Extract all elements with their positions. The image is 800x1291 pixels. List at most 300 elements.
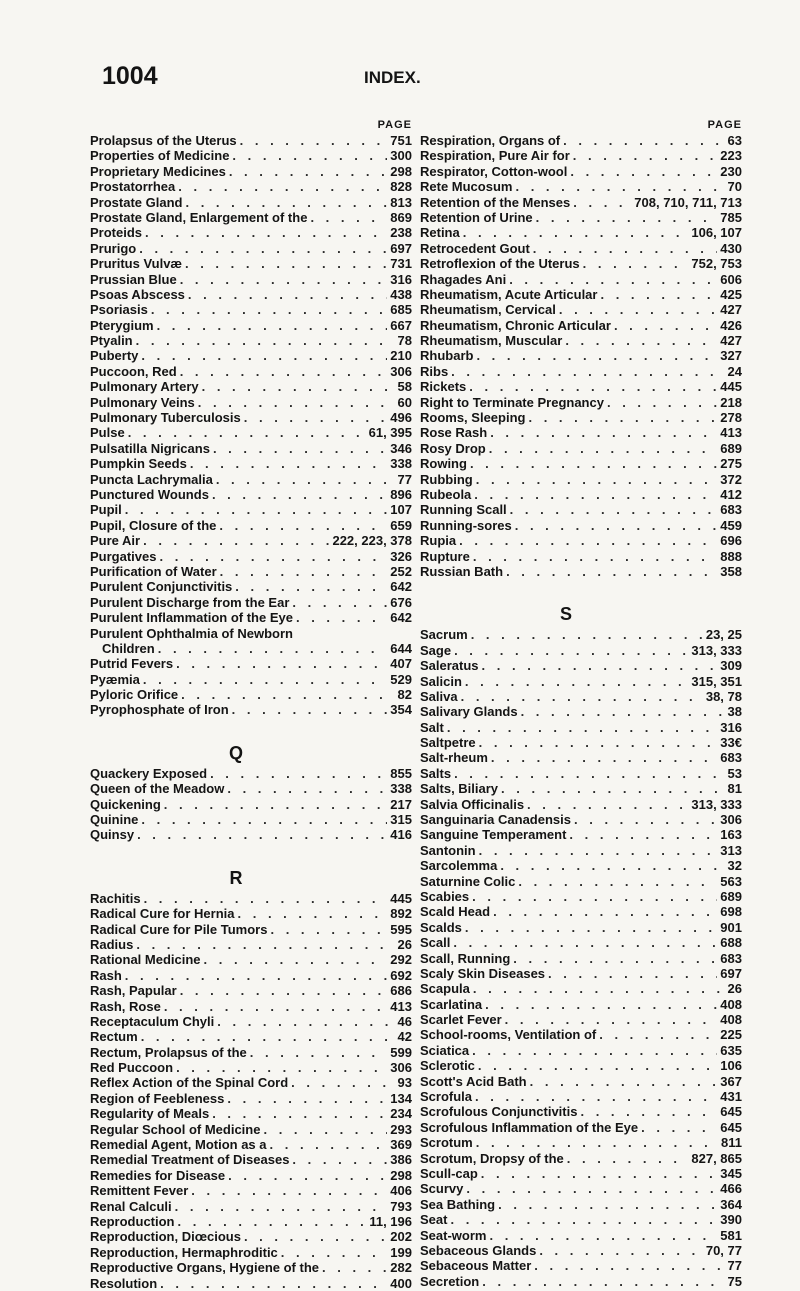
index-term: Radius — [90, 936, 134, 952]
index-pages: 42 — [397, 1029, 412, 1045]
index-term: Pulsatilla Nigricans — [90, 440, 210, 456]
index-pages: 53 — [727, 765, 742, 781]
dot-leader — [213, 441, 387, 456]
index-entry — [420, 395, 742, 410]
index-entry — [420, 1258, 742, 1273]
index-pages: 599 — [390, 1044, 412, 1060]
index-term: Rickets — [420, 379, 467, 395]
index-pages: 445 — [720, 379, 742, 395]
dot-leader — [489, 1228, 717, 1243]
dot-leader — [212, 1106, 387, 1121]
index-pages: 412 — [720, 486, 742, 502]
dot-leader — [485, 997, 717, 1012]
dot-leader — [528, 410, 717, 425]
index-entry — [90, 333, 412, 348]
index-term: Rash, Rose — [90, 998, 161, 1014]
index-entry — [420, 318, 742, 333]
index-pages: 26 — [397, 936, 412, 952]
index-pages: 689 — [720, 888, 742, 904]
index-pages: 225 — [720, 1027, 742, 1043]
dot-leader — [244, 410, 388, 425]
dot-leader — [476, 1135, 718, 1150]
index-pages: 70, 77 — [705, 1242, 742, 1258]
dot-leader — [160, 1276, 387, 1291]
index-entry — [90, 148, 412, 163]
dot-leader — [461, 689, 703, 704]
dot-leader — [176, 1060, 387, 1075]
index-entry — [420, 241, 742, 256]
index-term: Quickening — [90, 796, 161, 812]
index-entry — [90, 641, 412, 656]
index-pages: 496 — [390, 410, 412, 426]
dot-leader — [481, 1166, 718, 1181]
dot-leader — [599, 1027, 717, 1042]
dot-leader — [204, 952, 388, 967]
index-pages: 635 — [720, 1042, 742, 1058]
index-pages: 338 — [390, 781, 412, 797]
index-term: Retina — [420, 225, 460, 241]
dot-leader — [521, 704, 725, 719]
index-term: Puncta Lachrymalia — [90, 471, 213, 487]
index-term: Quinsy — [90, 827, 135, 843]
dot-leader — [534, 1258, 724, 1273]
index-term: Puberty — [90, 348, 139, 364]
index-entry — [90, 797, 412, 812]
index-entry — [90, 410, 412, 425]
index-pages: 408 — [720, 996, 742, 1012]
index-pages: 676 — [390, 594, 412, 610]
dot-leader — [292, 595, 387, 610]
index-term: Rupture — [420, 548, 470, 564]
dot-leader — [536, 210, 718, 225]
index-pages: 827, 865 — [691, 1150, 742, 1166]
dot-leader — [563, 133, 724, 148]
index-entry — [420, 827, 742, 842]
index-term: Retrocedent Gout — [420, 240, 530, 256]
dot-leader — [476, 472, 718, 487]
dot-leader — [291, 1075, 394, 1090]
index-term: Rete Mucosum — [420, 179, 513, 195]
index-pages: 63 — [727, 133, 742, 148]
dot-leader — [479, 843, 718, 858]
index-entry — [90, 595, 412, 610]
index-term: Rose Rash — [420, 425, 488, 441]
index-entry — [420, 364, 742, 379]
index-entry — [420, 148, 742, 163]
index-entry — [420, 287, 742, 302]
index-entry — [420, 133, 742, 148]
index-pages: 93 — [397, 1075, 412, 1091]
dot-leader — [232, 702, 388, 717]
dot-leader — [180, 272, 388, 287]
index-entry — [90, 1045, 412, 1060]
index-pages: 309 — [720, 658, 742, 674]
index-pages: 77 — [397, 471, 412, 487]
index-term: Rheumatism, Muscular — [420, 333, 563, 349]
dot-leader — [565, 333, 717, 348]
dot-leader — [451, 364, 724, 379]
dot-leader — [574, 812, 717, 827]
index-pages: 306 — [720, 812, 742, 828]
dot-leader — [482, 1274, 724, 1289]
index-pages: 427 — [720, 302, 742, 318]
index-term: Proteids — [90, 225, 143, 241]
index-term: Quackery Exposed — [90, 765, 208, 781]
index-term: Sacrum — [420, 627, 468, 643]
dot-leader — [136, 333, 395, 348]
index-pages: 426 — [720, 317, 742, 333]
dot-leader — [478, 1058, 717, 1073]
index-term: Purulent Ophthalmia of Newborn — [90, 625, 293, 641]
index-entry — [420, 533, 742, 548]
index-entry — [420, 425, 742, 440]
dot-leader — [190, 456, 387, 471]
index-term: Receptaculum Chyli — [90, 1013, 215, 1029]
dot-leader — [510, 502, 718, 517]
index-entry — [420, 1074, 742, 1089]
dot-leader — [472, 1043, 717, 1058]
index-term: Pyloric Orifice — [90, 687, 179, 703]
index-entry — [90, 781, 412, 796]
index-entry — [90, 564, 412, 579]
index-pages: 275 — [720, 456, 742, 472]
index-pages: 346 — [390, 440, 412, 456]
dot-leader — [472, 889, 717, 904]
index-pages: 316 — [720, 719, 742, 735]
index-entry — [90, 1229, 412, 1244]
index-entry — [90, 395, 412, 410]
index-pages: 313, 333 — [691, 796, 742, 812]
dot-leader — [238, 906, 388, 921]
dot-leader — [212, 487, 387, 502]
dot-leader — [228, 1168, 387, 1183]
index-pages: 298 — [390, 163, 412, 179]
dot-leader — [453, 935, 717, 950]
index-pages: 238 — [390, 225, 412, 241]
index-term: Scrofula — [420, 1089, 473, 1105]
index-term: Secretion — [420, 1273, 480, 1289]
index-term: Children — [102, 640, 155, 656]
index-entry — [90, 891, 412, 906]
index-term: Prostate Gland, Enlargement of the — [90, 209, 308, 225]
index-pages: 697 — [720, 965, 742, 981]
index-entry — [90, 1276, 412, 1291]
index-term: Running-sores — [420, 517, 512, 533]
index-term: School-rooms, Ventilation of — [420, 1027, 597, 1043]
index-term: Salts — [420, 765, 452, 781]
dot-leader — [270, 1137, 388, 1152]
index-pages: 828 — [390, 179, 412, 195]
dot-leader — [180, 364, 388, 379]
index-term: Saturnine Colic — [420, 873, 516, 889]
index-entry — [90, 287, 412, 302]
dot-leader — [198, 395, 395, 410]
dot-leader — [144, 891, 388, 906]
index-term: Queen of the Meadow — [90, 781, 225, 797]
index-pages: 606 — [720, 271, 742, 287]
index-term: Rash, Papular — [90, 983, 177, 999]
index-term: Rheumatism, Chronic Articular — [420, 317, 611, 333]
dot-leader — [164, 999, 387, 1014]
index-entry — [90, 827, 412, 842]
index-entry — [420, 179, 742, 194]
index-term: Sanguinaria Canadensis — [420, 812, 571, 828]
index-pages: 278 — [720, 410, 742, 426]
index-entry — [420, 1228, 742, 1243]
index-entry — [420, 735, 742, 750]
index-term: Scarlatina — [420, 996, 483, 1012]
index-entry — [420, 704, 742, 719]
index-pages: 595 — [390, 921, 412, 937]
index-pages: 813 — [390, 194, 412, 210]
index-pages: 372 — [720, 471, 742, 487]
index-term: Saleratus — [420, 658, 479, 674]
index-term: Sage — [420, 642, 452, 658]
index-entry — [420, 487, 742, 502]
index-pages: 869 — [390, 209, 412, 225]
dot-leader — [227, 1091, 387, 1106]
dot-leader — [270, 922, 387, 937]
index-pages: 683 — [720, 502, 742, 518]
index-term: Radical Cure for Hernia — [90, 906, 235, 922]
index-term: Prostatorrhea — [90, 179, 176, 195]
dot-leader — [143, 533, 329, 548]
index-entry — [90, 1183, 412, 1198]
index-entry — [90, 1075, 412, 1090]
index-term: Scrofulous Conjunctivitis — [420, 1104, 578, 1120]
index-column-left — [90, 118, 412, 1291]
index-entry — [420, 935, 742, 950]
index-pages: 298 — [390, 1167, 412, 1183]
index-term: Red Puccoon — [90, 1060, 174, 1076]
index-pages: 354 — [390, 702, 412, 718]
index-term: Salt — [420, 719, 444, 735]
index-entry — [90, 1137, 412, 1152]
dot-leader — [533, 241, 718, 256]
index-entry — [90, 133, 412, 148]
dot-leader — [614, 318, 717, 333]
index-term: Scarlet Fever — [420, 1012, 502, 1028]
index-term: Putrid Fevers — [90, 656, 174, 672]
index-term: Pure Air — [90, 533, 141, 549]
index-column-right — [420, 118, 742, 1289]
entries-q — [90, 766, 412, 843]
dot-leader — [539, 1243, 703, 1258]
index-term: Rectum — [90, 1029, 138, 1045]
index-entry — [90, 579, 412, 594]
index-term: Rectum, Prolapsus of the — [90, 1044, 247, 1060]
dot-leader — [229, 164, 387, 179]
running-head: INDEX. — [364, 68, 421, 87]
index-entry — [420, 920, 742, 935]
dot-leader — [567, 1151, 689, 1166]
index-entry — [90, 672, 412, 687]
index-entry — [90, 441, 412, 456]
dot-leader — [310, 210, 387, 225]
index-entry — [90, 1245, 412, 1260]
index-entry — [420, 981, 742, 996]
index-entry — [90, 302, 412, 317]
index-entry — [90, 1091, 412, 1106]
index-entry — [420, 410, 742, 425]
index-entry — [420, 1058, 742, 1073]
index-term: Remedies for Disease — [90, 1167, 226, 1183]
index-term: Scaly Skin Diseases — [420, 965, 546, 981]
index-entry — [90, 210, 412, 225]
index-term: Resolution — [90, 1275, 158, 1291]
index-term: Running Scall — [420, 502, 507, 518]
index-term: Pulmonary Tuberculosis — [90, 410, 241, 426]
index-pages: 78 — [397, 333, 412, 349]
dot-leader — [570, 164, 717, 179]
index-pages: 888 — [720, 548, 742, 564]
index-pages: 430 — [720, 240, 742, 256]
index-pages: 708, 710, 711, 713 — [634, 194, 742, 210]
index-term: Rowing — [420, 456, 467, 472]
index-entry — [90, 1029, 412, 1044]
index-term: Seat — [420, 1212, 448, 1228]
index-entry — [90, 626, 412, 641]
index-entry — [420, 951, 742, 966]
index-entry — [420, 256, 742, 271]
index-term: Ribs — [420, 363, 449, 379]
dot-leader — [157, 318, 388, 333]
index-pages: 32 — [727, 858, 742, 874]
index-term: Prolapsus of the Uterus — [90, 133, 237, 148]
index-term: Punctured Wounds — [90, 486, 209, 502]
dot-leader — [263, 1122, 387, 1137]
index-term: Salt-rheum — [420, 750, 488, 766]
index-entry — [90, 1214, 412, 1229]
page-header — [0, 62, 800, 90]
index-term: Rubeola — [420, 486, 472, 502]
dot-leader — [128, 425, 366, 440]
index-term: Scald Head — [420, 904, 491, 920]
dot-leader — [141, 812, 387, 827]
index-pages: 445 — [390, 890, 412, 906]
index-term: Scull-cap — [420, 1166, 478, 1181]
index-pages: 306 — [390, 1060, 412, 1076]
dot-leader — [530, 1074, 718, 1089]
dot-leader — [515, 518, 718, 533]
index-pages: 416 — [390, 827, 412, 843]
dot-leader — [145, 225, 387, 240]
index-term: Pyrophosphate of Iron — [90, 702, 229, 718]
index-entry — [90, 1060, 412, 1075]
dot-leader — [143, 672, 387, 687]
index-pages: 252 — [390, 563, 412, 579]
dot-leader — [607, 395, 717, 410]
index-term: Respiration, Pure Air for — [420, 148, 570, 164]
index-entry — [90, 968, 412, 983]
index-term: Radical Cure for Pile Tumors — [90, 921, 268, 937]
index-entry — [420, 797, 742, 812]
index-pages: 33€ — [720, 735, 742, 751]
index-entry — [90, 1014, 412, 1029]
index-term: Quinine — [90, 812, 139, 828]
index-pages: 431 — [720, 1089, 742, 1105]
dot-leader — [559, 302, 717, 317]
index-pages: 698 — [720, 904, 742, 920]
index-entry — [420, 1151, 742, 1166]
entries-s — [420, 627, 742, 1289]
index-pages: 427 — [720, 333, 742, 349]
index-term: Reproduction, Hermaphroditic — [90, 1244, 278, 1260]
index-pages: 642 — [390, 579, 412, 595]
index-entry — [90, 656, 412, 671]
index-term: Rheumatism, Cervical — [420, 302, 556, 318]
index-pages: 785 — [720, 209, 742, 225]
dot-leader — [219, 518, 387, 533]
index-entry — [90, 533, 412, 548]
dot-leader — [548, 966, 717, 981]
dot-leader — [159, 549, 387, 564]
dot-leader — [240, 133, 388, 148]
dot-leader — [125, 502, 388, 517]
index-entry — [420, 441, 742, 456]
index-term: Puccoon, Red — [90, 363, 177, 379]
dot-leader — [470, 456, 717, 471]
index-pages: 77 — [727, 1258, 742, 1274]
index-pages: 202 — [390, 1229, 412, 1245]
index-pages: 300 — [390, 148, 412, 164]
index-term: Ptyalin — [90, 333, 133, 349]
index-pages: 466 — [720, 1181, 742, 1197]
index-pages: 793 — [390, 1198, 412, 1214]
index-pages: 406 — [390, 1183, 412, 1199]
index-entry — [90, 164, 412, 179]
dot-leader — [244, 1229, 387, 1244]
index-entry — [420, 843, 742, 858]
index-entry — [420, 1243, 742, 1258]
dot-leader — [473, 549, 717, 564]
index-entry — [420, 858, 742, 873]
index-entry — [420, 502, 742, 517]
index-term: Sea Bathing — [420, 1196, 496, 1212]
section-letter-q: Q — [228, 742, 243, 763]
index-term: Sebaceous Glands — [420, 1242, 537, 1258]
dot-leader — [479, 735, 718, 750]
index-pages: 644 — [390, 640, 412, 656]
index-entry — [90, 1260, 412, 1275]
page-number: 1004 — [102, 62, 158, 90]
dot-leader — [141, 1029, 395, 1044]
index-term: Sclerotic — [420, 1058, 475, 1074]
index-term: Saltpetre — [420, 735, 476, 751]
index-entry — [420, 518, 742, 533]
index-pages: 896 — [390, 486, 412, 502]
index-entry — [420, 1012, 742, 1027]
index-entry — [90, 241, 412, 256]
index-entry — [90, 518, 412, 533]
index-term: Reflex Action of the Spinal Cord — [90, 1075, 289, 1091]
index-term: Santonin — [420, 842, 476, 858]
index-term: Rash — [90, 967, 122, 983]
index-entry — [420, 379, 742, 394]
dot-leader — [489, 441, 718, 456]
index-entry — [90, 179, 412, 194]
index-term: Scott's Acid Bath — [420, 1073, 527, 1089]
index-entry — [90, 922, 412, 937]
index-pages: 338 — [390, 456, 412, 472]
index-entry — [420, 1274, 742, 1289]
index-term: Prurigo — [90, 240, 137, 256]
index-pages: 106 — [720, 1058, 742, 1074]
index-pages: 811 — [721, 1135, 742, 1151]
index-entry — [90, 1168, 412, 1183]
index-term: Regularity of Meals — [90, 1106, 210, 1122]
index-term: Seat-worm — [420, 1227, 487, 1243]
